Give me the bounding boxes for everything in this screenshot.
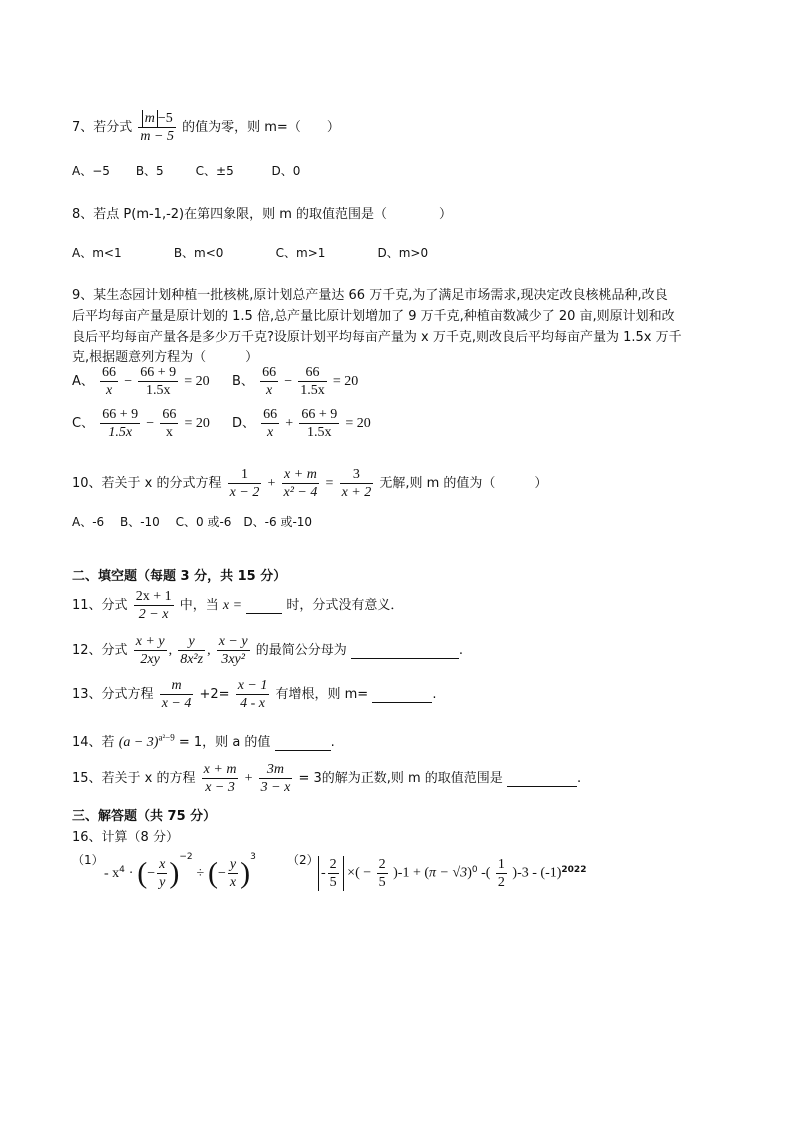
q9-line-3: 良后平均每亩产量各是多少万千克?设原计划平均每亩产量为 x 万千克,则改良后平均每亩产量为 1.5x 万千	[72, 330, 682, 345]
q9-option-b: B、 $\frac{66}{x}$ − $\frac{66}{1.5x}$ = 20	[232, 365, 359, 398]
question-11: 11、分式 $\frac{2x + 1}{2 - x}$ 中，当 x = 时，分式没有意义．	[72, 589, 404, 622]
q13-answer-blank[interactable]	[372, 687, 432, 703]
question-15: 15、若关于 x 的方程 $\frac{x + m}{x - 3}$ + $\frac{3m}{3 - x}$ = 3的解为正数,则 m 的取值范围是 .	[72, 762, 582, 795]
q8-options	[72, 244, 428, 261]
q7-options	[72, 162, 300, 179]
question-8: 8、若点 P(m-1,-2)在第四象限，则 m 的取值范围是（ ）	[72, 207, 453, 222]
question-14: 14、若 $(a - 3)^{a^2-9} = 1$，则 a 的值 .	[72, 732, 335, 750]
q7-option-c: C、±5	[195, 164, 234, 178]
q10-options: A、-6 B、-10 C、0 或-6 D、-6 或-10	[72, 515, 313, 529]
q9-line-2: 后平均每亩产量是原计划的 1.5 倍,总产量比原计划增加了 9 万千克,种植亩数减少了 20 亩,则原计划和改	[72, 309, 675, 324]
q7-option-a: A、−5	[72, 164, 110, 178]
q7-prefix: 7、若分式	[72, 120, 133, 135]
q7-suffix: 的值为零，则 m=（ ）	[182, 120, 340, 135]
q9-line-1: 9、某生态园计划种植一批核桃,原计划总产量达 66 万千克,为了满足市场需求,现决定改良核桃品种,改良	[72, 288, 668, 303]
q16-part-1-expression: - $x^4$ · (− $\frac{x}{y}$ )$^{-2}$ ÷ (− $\frac{y}{x}$ )$^3$	[104, 852, 256, 890]
question-16-title: 16、计算（8 分）	[72, 830, 179, 845]
question-7	[72, 110, 340, 145]
question-10: 10、若关于 x 的分式方程 $\frac{1}{x - 2}$ + $\frac{x + m}{\text{x² − 4}}$ = $\frac{3}{x + 2}$ 无解,则 m 的值为（ ）	[72, 467, 548, 500]
q16-part-2-expression: - $\frac{2}{5}$ ×( − $\frac{2}{5}$ )$-1 + (\pi - √3)^0$ -( $\frac{1}{2}$ )$-3 - (-1)^{2022}$	[318, 856, 586, 891]
q9-option-a: A、 $\frac{66}{x}$ − $\frac{66 + 9}{1.5x}$ = 20	[72, 365, 210, 398]
q9-line-4: 克,根据题意列方程为（ ）	[72, 350, 259, 365]
section-2-heading: 二、填空题（每题 3 分，共 15 分）	[72, 569, 287, 584]
q7-option-b: B、5	[135, 164, 164, 178]
q9-option-d: D、 $\frac{66}{x}$ + $\frac{66 + 9}{1.5x}$ = 20	[232, 407, 371, 440]
q8-option-c: C、m>1	[275, 246, 326, 260]
question-13: 13、分式方程 $\frac{m}{x - 4}$ +2= $\frac{x - 1}{4 - x}$ 有增根，则 m= .	[72, 678, 437, 711]
q8-option-b: B、m<0	[173, 246, 224, 260]
q16-part-1-label: （1）	[72, 853, 104, 867]
question-12: 12、分式 $\frac{x + y}{2xy}$ , $\frac{y}{\text{8x²z}}$ , $\frac{x - y}{\text{3xy²}}$ 的最简公分母为 .	[72, 634, 464, 667]
q8-option-a: A、m<1	[72, 246, 122, 260]
q9-option-c: C、 $\frac{66 + 9}{1.5x}$ − $\frac{66}{x}$ = 20	[72, 407, 210, 440]
q12-answer-blank[interactable]	[351, 643, 459, 659]
q11-answer-blank[interactable]	[246, 598, 282, 614]
q14-answer-blank[interactable]	[275, 735, 331, 751]
q7-fraction: $\frac{m -5}{m - 5}$	[140, 111, 174, 144]
q7-option-d: D、0	[271, 164, 301, 178]
section-3-heading: 三、解答题（共 75 分）	[72, 809, 217, 824]
q15-answer-blank[interactable]	[507, 771, 577, 787]
q16-part-2-label: （2）	[287, 853, 319, 867]
q8-option-d: D、m>0	[377, 246, 429, 260]
